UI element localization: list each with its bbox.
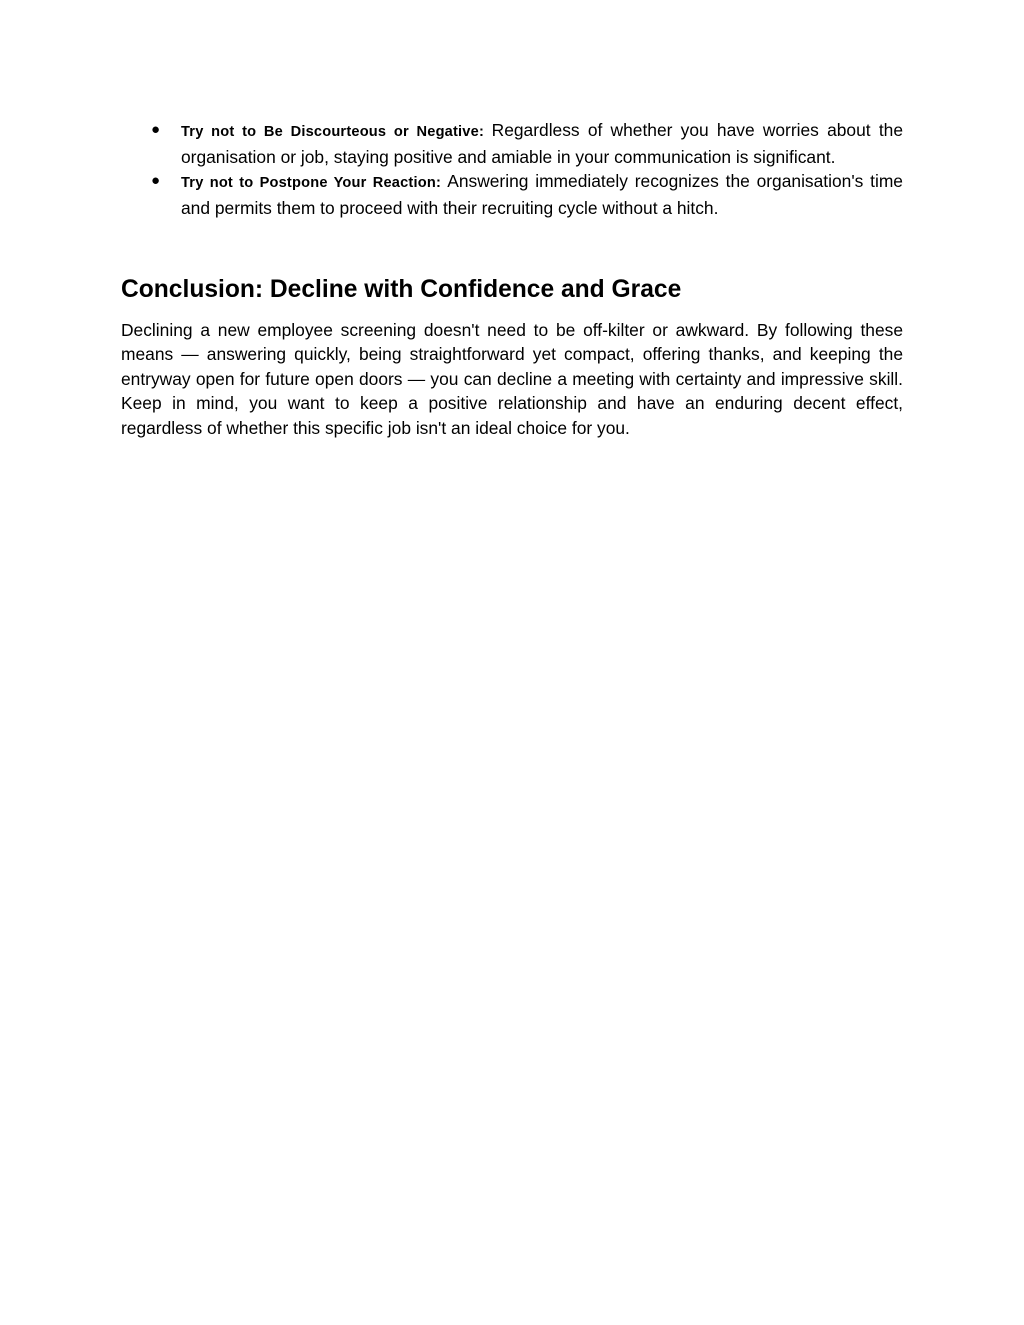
conclusion-paragraph: Declining a new employee screening doesn't need to be off-kilter or awkward. By following these means — answering quickly, being straightforward yet compact, offering thanks, and keeping the entryway open for future open doors — you can decline a meeting with certainty and impressive skill. Keep in mind, you want to keep a positive relationship and have an enduring decent effect, regardless of whether this specific job isn't an ideal choice for you. [121,320,903,438]
document-page [121,118,903,440]
list-item-text: Answering immediately recognizes the organisation's time and permits them to proceed with their recruiting cycle without a hitch. [181,171,903,218]
conclusion-heading: Conclusion: Decline with Confidence and Grace [121,276,682,303]
bullet-icon: ● [151,121,161,138]
tips-list [121,118,903,220]
list-item [121,169,903,220]
bullet-icon: ● [151,172,161,189]
list-item-text: Regardless of whether you have worries about the organisation or job, staying positive and amiable in your communication is significant. [181,120,903,167]
list-item-lead: Try not to Postpone Your Reaction: [181,175,448,191]
list-item [121,118,903,169]
list-item-lead: Try not to Be Discourteous or Negative: [181,124,492,140]
